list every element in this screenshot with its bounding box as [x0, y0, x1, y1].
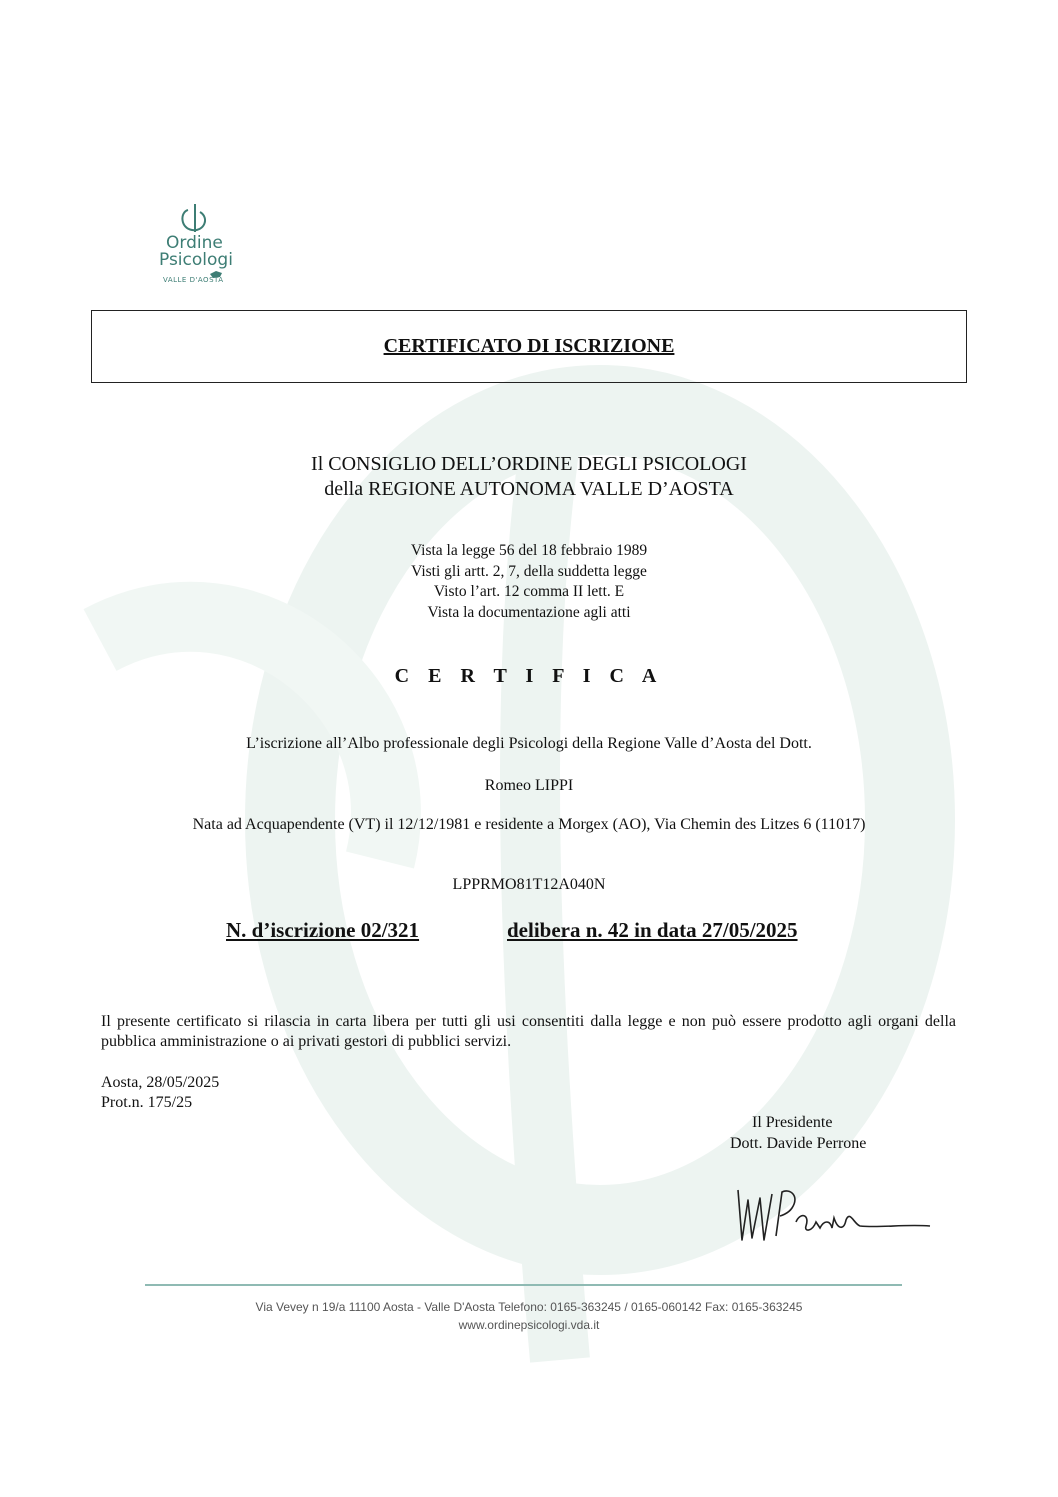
issuer-line-1: Il CONSIGLIO DELL’ORDINE DEGLI PSICOLOGI [311, 453, 747, 475]
registrant-name: Romeo LIPPI [484, 777, 574, 794]
place-date: Aosta, 28/05/2025 [101, 1074, 220, 1091]
issuer-line-2: della REGIONE AUTONOMA VALLE D’AOSTA [324, 478, 734, 500]
handwritten-signature [730, 1170, 940, 1260]
title-box [91, 310, 967, 383]
certificate-title: CERTIFICATO DI ISCRIZIONE [383, 335, 675, 357]
signatory-name: Dott. Davide Perrone [730, 1135, 867, 1152]
birth-residence: Nata ad Acquapendente (VT) il 12/12/1981 e residente a Morgex (AO), Via Chemin des Litzes 6 (11017) [192, 816, 866, 833]
registration-number: N. d’iscrizione 02/321 [226, 918, 420, 942]
footer-address: Via Vevey n 19/a 11100 Aosta - Valle D'Aosta Telefono: 0165-363245 / 0165-060142 Fax: 0165-363245 [255, 1300, 803, 1314]
footer-website: www.ordinepsicologi.vda.it [458, 1318, 600, 1332]
notice-paragraph: Il presente certificato si rilascia in carta libera per tutti gli usi consentiti dalla legge e non può essere prodotto agli organi della pubblica amministrazione o ai privati gestori di pubblici servizi. [101, 1013, 956, 1050]
registration-statement: L’iscrizione all’Albo professionale degli Psicologi della Regione Valle d’Aosta del Dott. [246, 735, 812, 752]
premise-line: Vista la legge 56 del 18 febbraio 1989 [410, 542, 648, 559]
logo-text-region: VALLE D'AOSTA [163, 276, 224, 284]
premise-line: Visti gli artt. 2, 7, della suddetta legge [411, 563, 647, 580]
fiscal-code: LPPRMO81T12A040N [452, 876, 606, 893]
deliberation: delibera n. 42 in data 27/05/2025 [507, 918, 798, 942]
signatory-role: Il Presidente [752, 1114, 833, 1131]
premise-line: Visto l’art. 12 comma II lett. E [433, 583, 625, 600]
protocol-number: Prot.n. 175/25 [101, 1094, 193, 1111]
certifica-heading: C E R T I F I C A [394, 665, 664, 687]
logo-text-ordine: Ordine [166, 233, 223, 253]
footer-rule [145, 1284, 902, 1286]
logo-text-psicologi: Psicologi [159, 250, 233, 270]
premise-line: Vista la documentazione agli atti [427, 604, 631, 621]
